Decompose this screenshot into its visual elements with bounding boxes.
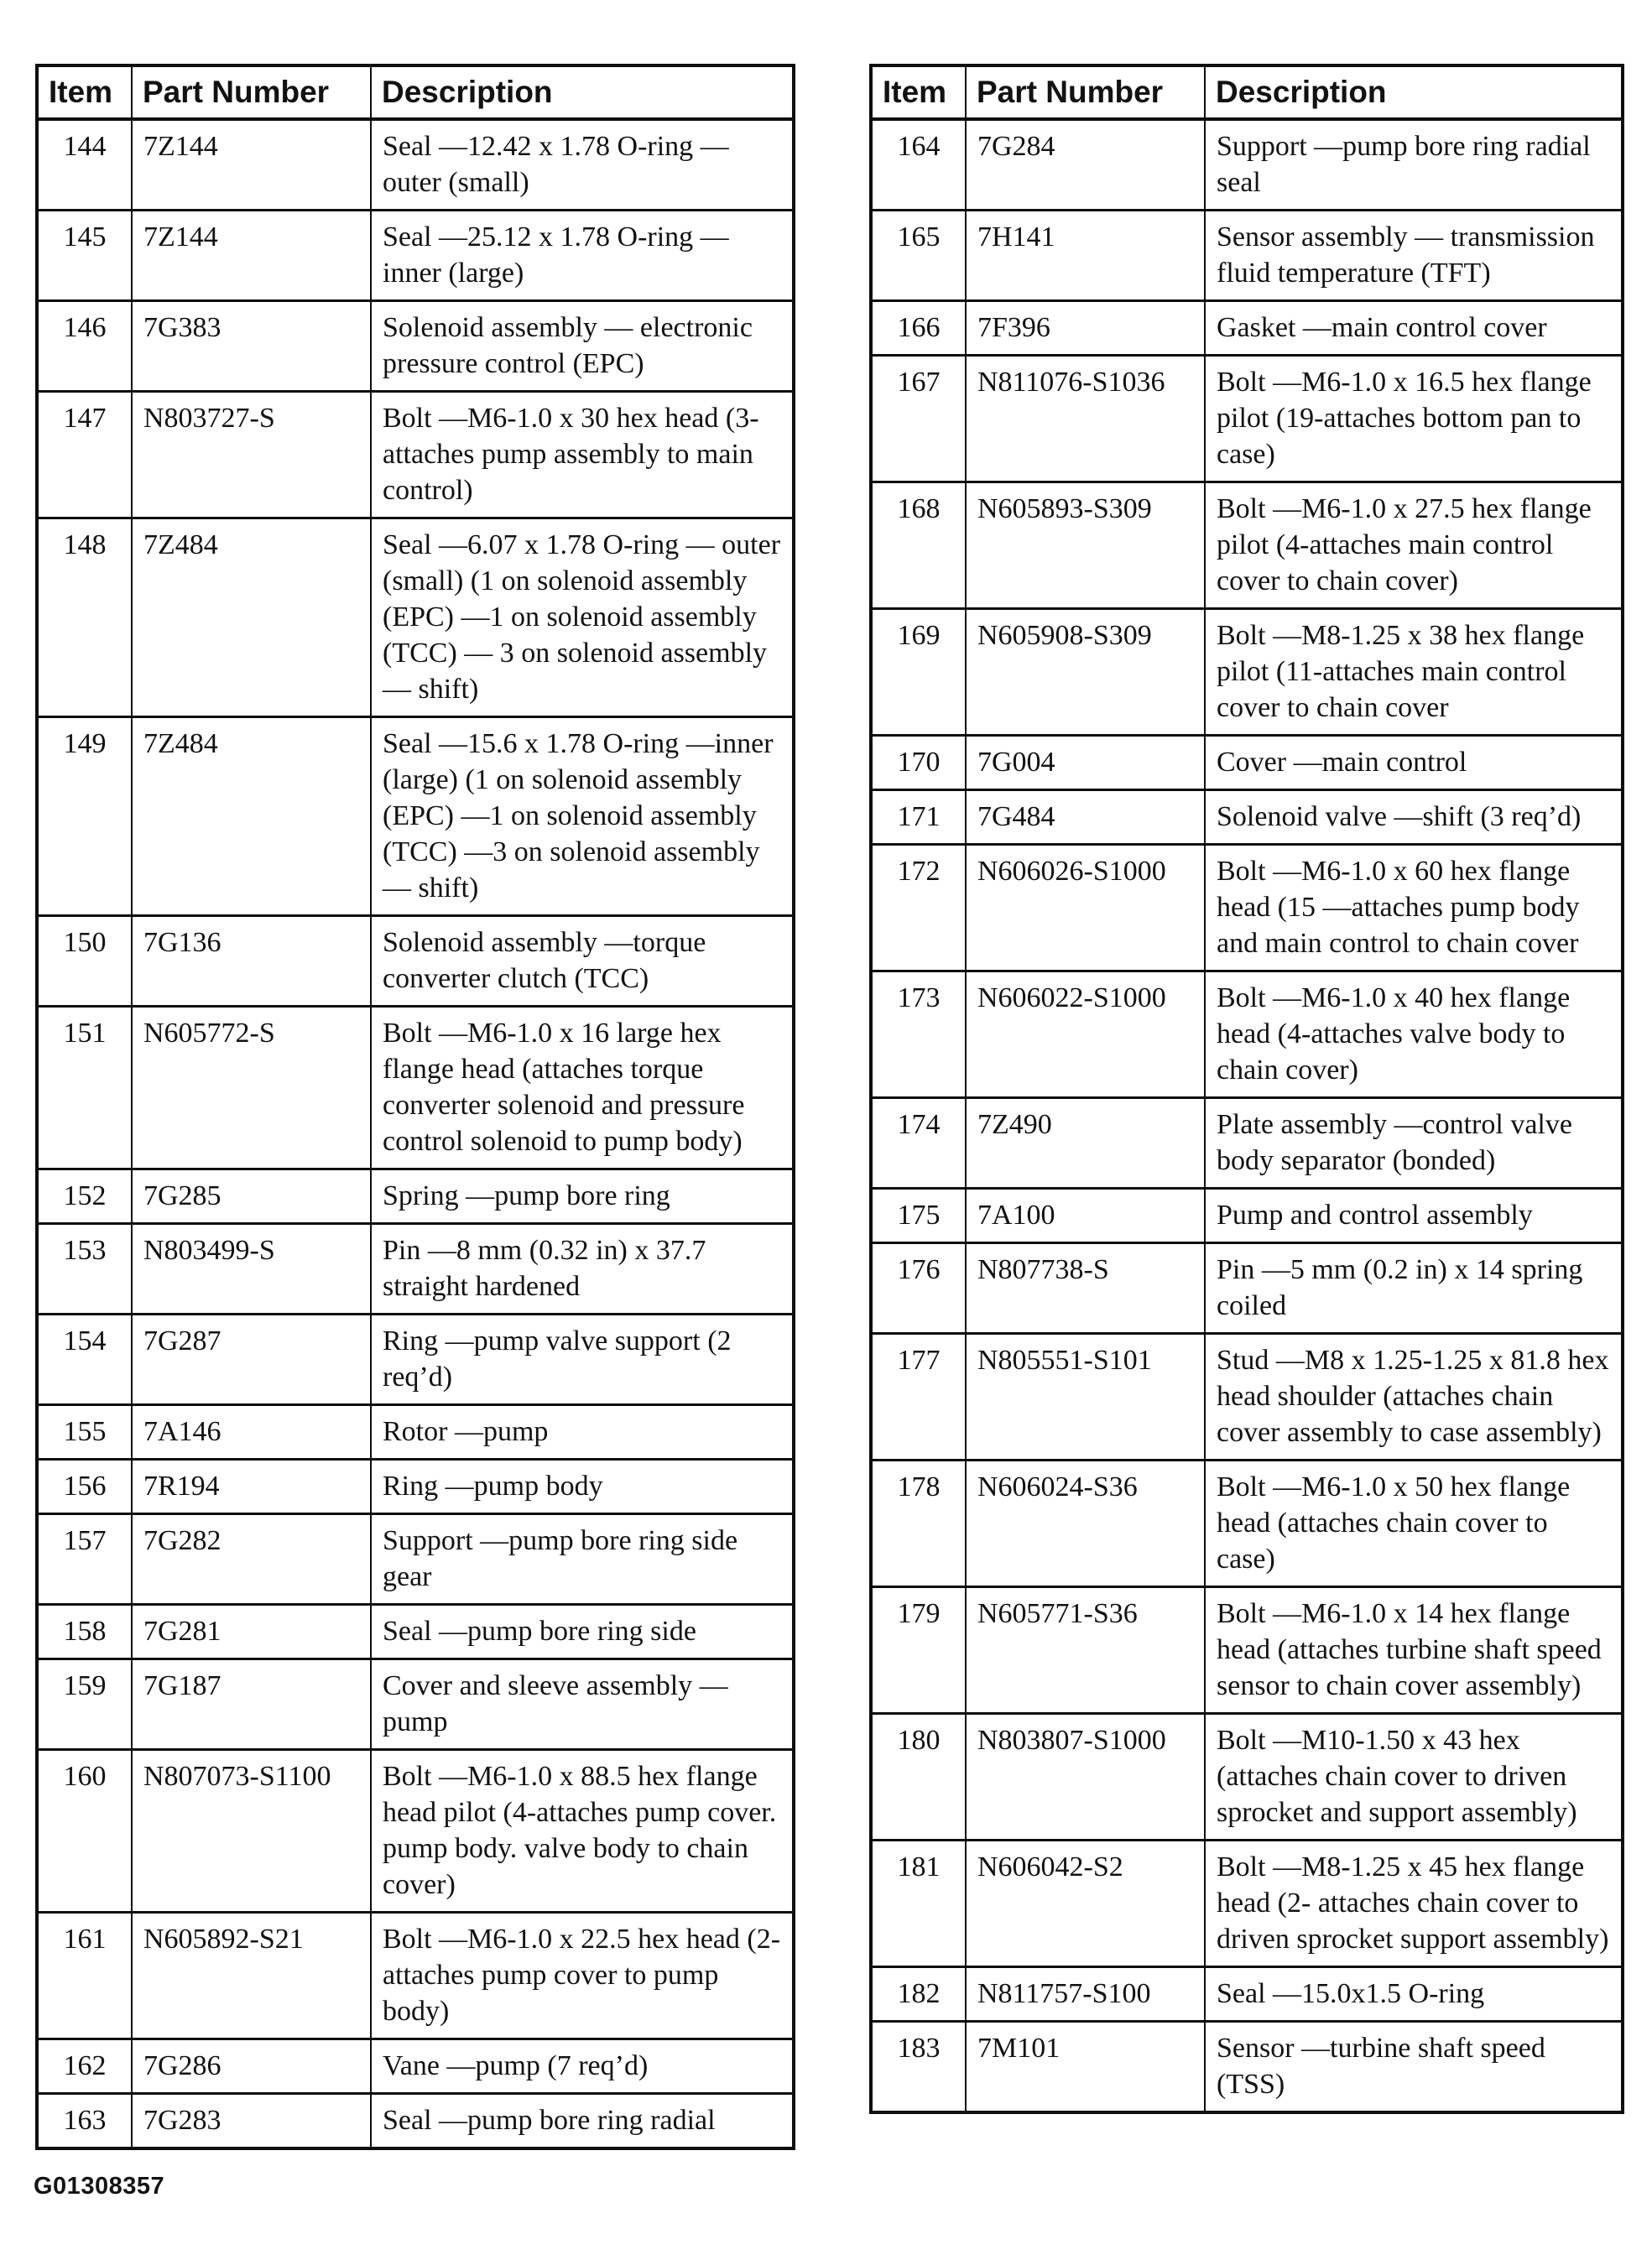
table-row [871,1967,1623,2022]
part-number-cell: 7G383 [132,301,371,392]
description-cell: Spring —pump bore ring [371,1169,794,1224]
table-header-row-left [37,65,794,119]
table-row [871,482,1623,609]
column-header-part-number: Part Number [132,65,371,119]
description-cell: Seal —12.42 x 1.78 O-ring —outer (small) [371,119,794,211]
description-cell: Solenoid assembly —torque converter clutch (TCC) [371,916,794,1007]
part-number-cell: N803807-S1000 [966,1714,1205,1841]
description-cell: Bolt —M8-1.25 x 38 hex flange pilot (11-attaches main control cover to chain cover [1205,609,1623,736]
description-cell: Ring —pump valve support (2 req’d) [371,1315,794,1405]
table-row [37,301,794,392]
table-row [37,2094,794,2149]
item-cell: 153 [37,1224,132,1315]
description-cell: Cover and sleeve assembly — pump [371,1659,794,1750]
item-cell: 171 [871,790,966,845]
table-row [871,1189,1623,1243]
table-row [871,1714,1623,1841]
part-number-cell: N811757-S100 [966,1967,1205,2022]
description-cell: Bolt —M6-1.0 x 16 large hex flange head (attaches torque converter solenoid and pressure control solenoid to pump body) [371,1007,794,1169]
item-cell: 147 [37,392,132,518]
part-number-cell: N803727-S [132,392,371,518]
item-cell: 174 [871,1098,966,1189]
description-cell: Pump and control assembly [1205,1189,1623,1243]
description-cell: Seal —15.6 x 1.78 O-ring —inner (large) (1 on solenoid assembly (EPC) —1 on solenoid assembly (TCC) —3 on solenoid assembly — shift) [371,717,794,916]
table-row [871,1098,1623,1189]
item-cell: 148 [37,518,132,717]
item-cell: 144 [37,119,132,211]
part-number-cell: 7G283 [132,2094,371,2149]
item-cell: 183 [871,2022,966,2113]
item-cell: 152 [37,1169,132,1224]
item-cell: 161 [37,1913,132,2039]
table-row [37,392,794,518]
description-cell: Ring —pump body [371,1460,794,1514]
table-row [37,518,794,717]
table-row [37,1605,794,1659]
item-cell: 150 [37,916,132,1007]
item-cell: 175 [871,1189,966,1243]
item-cell: 181 [871,1841,966,1967]
item-cell: 158 [37,1605,132,1659]
part-number-cell: N811076-S1036 [966,356,1205,482]
part-number-cell: N606042-S2 [966,1841,1205,1967]
column-header-description: Description [1205,65,1623,119]
part-number-cell: N606024-S36 [966,1461,1205,1587]
table-row [871,971,1623,1098]
item-cell: 179 [871,1587,966,1714]
item-cell: 159 [37,1659,132,1750]
description-cell: Bolt —M10-1.50 x 43 hex (attaches chain cover to driven sprocket and support assembly) [1205,1714,1623,1841]
table-row [871,356,1623,482]
table-row [37,1224,794,1315]
table-row [37,1659,794,1750]
figure-code: G01308357 [34,2173,165,2200]
part-number-cell: N606026-S1000 [966,845,1205,971]
table-row [37,1405,794,1460]
table-row [871,2022,1623,2113]
part-number-cell: N807738-S [966,1243,1205,1334]
part-number-cell: N606022-S1000 [966,971,1205,1098]
column-header-description: Description [371,65,794,119]
table-row [37,1007,794,1169]
description-cell: Bolt —M6-1.0 x 88.5 hex flange head pilot (4-attaches pump cover. pump body. valve body to chain cover) [371,1750,794,1913]
table-row [871,790,1623,845]
table-row [871,1243,1623,1334]
part-number-cell: 7G187 [132,1659,371,1750]
description-cell: Sensor assembly — transmission fluid temperature (TFT) [1205,211,1623,301]
table-row [37,1315,794,1405]
description-cell: Sensor —turbine shaft speed (TSS) [1205,2022,1623,2113]
part-number-cell: 7R194 [132,1460,371,1514]
column-header-part-number: Part Number [966,65,1205,119]
description-cell: Support —pump bore ring radial seal [1205,119,1623,211]
description-cell: Solenoid valve —shift (3 req’d) [1205,790,1623,845]
part-number-cell: 7G282 [132,1514,371,1605]
description-cell: Bolt —M6-1.0 x 40 hex flange head (4-attaches valve body to chain cover) [1205,971,1623,1098]
description-cell: Seal —pump bore ring side [371,1605,794,1659]
description-cell: Pin —8 mm (0.32 in) x 37.7 straight hardened [371,1224,794,1315]
item-cell: 146 [37,301,132,392]
part-number-cell: 7A146 [132,1405,371,1460]
table-row [37,2039,794,2094]
description-cell: Bolt —M6-1.0 x 30 hex head (3-attaches pump assembly to main control) [371,392,794,518]
part-number-cell: 7G285 [132,1169,371,1224]
item-cell: 157 [37,1514,132,1605]
item-cell: 177 [871,1334,966,1461]
item-cell: 151 [37,1007,132,1169]
description-cell: Bolt —M6-1.0 x 50 hex flange head (attaches chain cover to case) [1205,1461,1623,1587]
description-cell: Seal —6.07 x 1.78 O-ring — outer (small) (1 on solenoid assembly (EPC) —1 on solenoid assembly (TCC) — 3 on solenoid assembly — shift) [371,518,794,717]
item-cell: 163 [37,2094,132,2149]
part-number-cell: 7G004 [966,736,1205,790]
part-number-cell: 7A100 [966,1189,1205,1243]
item-cell: 164 [871,119,966,211]
part-number-cell: N805551-S101 [966,1334,1205,1461]
part-number-cell: N605893-S309 [966,482,1205,609]
part-number-cell: 7G284 [966,119,1205,211]
part-number-cell: 7M101 [966,2022,1205,2113]
table-row [871,1841,1623,1967]
description-cell: Bolt —M6-1.0 x 22.5 hex head (2-attaches pump cover to pump body) [371,1913,794,2039]
item-cell: 166 [871,301,966,356]
table-row [871,119,1623,211]
part-number-cell: 7F396 [966,301,1205,356]
description-cell: Bolt —M8-1.25 x 45 hex flange head (2- attaches chain cover to driven sprocket support assembly) [1205,1841,1623,1967]
description-cell: Bolt —M6-1.0 x 27.5 hex flange pilot (4-attaches main control cover to chain cover) [1205,482,1623,609]
item-cell: 180 [871,1714,966,1841]
part-number-cell: N605908-S309 [966,609,1205,736]
item-cell: 178 [871,1461,966,1587]
part-number-cell: N803499-S [132,1224,371,1315]
table-row [37,1169,794,1224]
item-cell: 156 [37,1460,132,1514]
table-row [871,211,1623,301]
table-row [871,609,1623,736]
part-number-cell: 7Z490 [966,1098,1205,1189]
table-row [871,1587,1623,1714]
part-number-cell: 7G484 [966,790,1205,845]
description-cell: Bolt —M6-1.0 x 14 hex flange head (attaches turbine shaft speed sensor to chain cover assembly) [1205,1587,1623,1714]
table-header-row-right [871,65,1623,119]
item-cell: 169 [871,609,966,736]
table-row [871,1461,1623,1587]
part-number-cell: 7G281 [132,1605,371,1659]
parts-table-left [35,64,795,2150]
table-row [37,211,794,301]
part-number-cell: 7G287 [132,1315,371,1405]
column-header-item: Item [871,65,966,119]
table-row [37,717,794,916]
description-cell: Seal —pump bore ring radial [371,2094,794,2149]
item-cell: 173 [871,971,966,1098]
part-number-cell: N807073-S1100 [132,1750,371,1913]
description-cell: Bolt —M6-1.0 x 16.5 hex flange pilot (19-attaches bottom pan to case) [1205,356,1623,482]
item-cell: 176 [871,1243,966,1334]
description-cell: Plate assembly —control valve body separator (bonded) [1205,1098,1623,1189]
item-cell: 182 [871,1967,966,2022]
table-row [871,736,1623,790]
item-cell: 162 [37,2039,132,2094]
table-row [37,1460,794,1514]
description-cell: Seal —25.12 x 1.78 O-ring —inner (large) [371,211,794,301]
part-number-cell: N605771-S36 [966,1587,1205,1714]
column-header-item: Item [37,65,132,119]
part-number-cell: 7Z484 [132,717,371,916]
part-number-cell: 7Z144 [132,119,371,211]
item-cell: 154 [37,1315,132,1405]
item-cell: 145 [37,211,132,301]
description-cell: Seal —15.0x1.5 O-ring [1205,1967,1623,2022]
description-cell: Gasket —main control cover [1205,301,1623,356]
item-cell: 172 [871,845,966,971]
description-cell: Support —pump bore ring side gear [371,1514,794,1605]
part-number-cell: N605892-S21 [132,1913,371,2039]
part-number-cell: 7G136 [132,916,371,1007]
description-cell: Cover —main control [1205,736,1623,790]
table-row [37,1750,794,1913]
item-cell: 168 [871,482,966,609]
item-cell: 167 [871,356,966,482]
table-row [37,119,794,211]
part-number-cell: 7Z484 [132,518,371,717]
item-cell: 160 [37,1750,132,1913]
description-cell: Rotor —pump [371,1405,794,1460]
description-cell: Pin —5 mm (0.2 in) x 14 spring coiled [1205,1243,1623,1334]
parts-table-right [869,64,1624,2114]
table-row [37,916,794,1007]
part-number-cell: 7G286 [132,2039,371,2094]
part-number-cell: N605772-S [132,1007,371,1169]
description-cell: Solenoid assembly — electronic pressure control (EPC) [371,301,794,392]
table-row [871,301,1623,356]
item-cell: 155 [37,1405,132,1460]
table-row [871,845,1623,971]
table-row [871,1334,1623,1461]
description-cell: Stud —M8 x 1.25-1.25 x 81.8 hex head shoulder (attaches chain cover assembly to case assembly) [1205,1334,1623,1461]
part-number-cell: 7Z144 [132,211,371,301]
part-number-cell: 7H141 [966,211,1205,301]
description-cell: Bolt —M6-1.0 x 60 hex flange head (15 —attaches pump body and main control to chain cover [1205,845,1623,971]
item-cell: 165 [871,211,966,301]
item-cell: 170 [871,736,966,790]
table-row [37,1514,794,1605]
table-row [37,1913,794,2039]
item-cell: 149 [37,717,132,916]
description-cell: Vane —pump (7 req’d) [371,2039,794,2094]
